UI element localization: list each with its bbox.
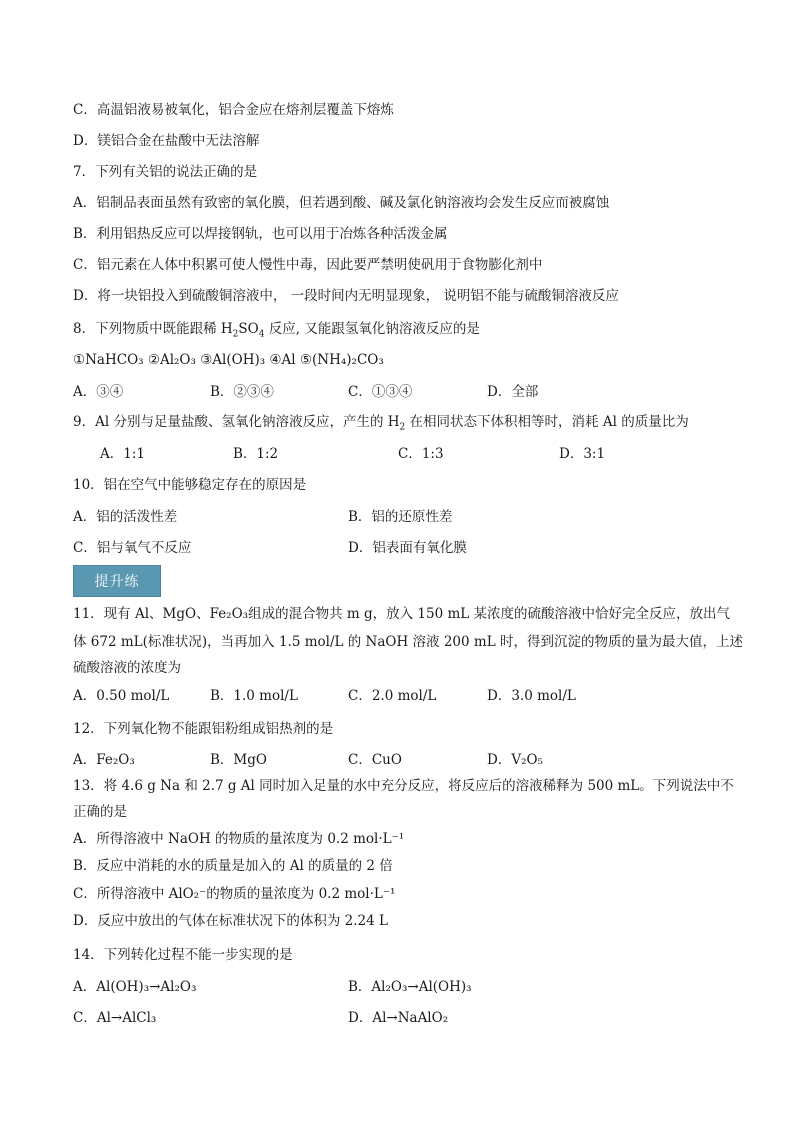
q8-option-d: D．全部 xyxy=(487,384,539,400)
q13-option-c: C．所得溶液中 AlO₂⁻的物质的量浓度为 0.2 mol·L⁻¹ xyxy=(73,886,396,902)
q9-stem: 9．Al 分别与足量盐酸、氢氧化钠溶液反应，产生的 $H_2$ 在相同状态下体积相等时，消耗 Al 的质量比为 xyxy=(73,414,689,433)
section-badge-advanced: 提升练 xyxy=(73,565,161,597)
q13-option-b: B．反应中消耗的水的质量是加入的 Al 的质量的 2 倍 xyxy=(73,858,393,874)
q11-stem-line-2: 体 672 mL(标准状况)，当再加入 1.5 mol/L 的 NaOH 溶液 200 mL 时，得到沉淀的物质的量为最大值，上述 xyxy=(73,634,743,650)
q11-stem-line-3: 硫酸溶液的浓度为 xyxy=(73,660,181,676)
q11-option-b: B．1.0 mol/L xyxy=(210,688,298,704)
q10-stem: 10．铝在空气中能够稳定存在的原因是 xyxy=(73,477,307,493)
q9-option-a: A．1:1 xyxy=(100,446,145,462)
q8-option-c: C．①③④ xyxy=(348,384,413,400)
q10-option-d: D．铝表面有氧化膜 xyxy=(348,540,467,556)
q7-option-d: D．将一块铝投入到硫酸铜溶液中， 一段时间内无明显现象， 说明铝不能与硫酸铜溶液反应 xyxy=(73,288,619,304)
q7-option-c: C．铝元素在人体中积累可使人慢性中毒，因此要严禁明使矾用于食物膨化剂中 xyxy=(73,257,543,273)
q11-option-c: C．2.0 mol/L xyxy=(348,688,437,704)
q10-option-c: C．铝与氧气不反应 xyxy=(73,540,192,556)
q9-option-d: D．3:1 xyxy=(559,446,606,462)
q6-option-c: C．高温铝液易被氧化，铝合金应在熔剂层覆盖下熔炼 xyxy=(73,102,394,118)
q13-stem-line-2: 正确的是 xyxy=(73,804,127,820)
q8-items: ①NaHCO₃ ②Al₂O₃ ③Al(OH)₃ ④Al ⑤(NH₄)₂CO₃ xyxy=(73,352,384,368)
q14-option-c: C．Al→AlCl₃ xyxy=(73,1010,157,1026)
q14-option-d: D．Al→NaAlO₂ xyxy=(348,1010,449,1026)
q9-option-b: B．1:2 xyxy=(233,446,279,462)
q8-stem: 8．下列物质中既能跟稀 $H_2SO_4$ 反应, 又能跟氢氧化钠溶液反应的是 xyxy=(73,321,480,340)
q9-option-c: C．1:3 xyxy=(398,446,444,462)
q10-option-a: A．铝的活泼性差 xyxy=(73,509,178,525)
q11-option-a: A．0.50 mol/L xyxy=(73,688,170,704)
q10-option-b: B．铝的还原性差 xyxy=(348,509,453,525)
q14-stem: 14．下列转化过程不能一步实现的是 xyxy=(73,947,293,963)
q12-option-a: A．Fe₂O₃ xyxy=(73,752,135,768)
q13-stem-line-1: 13．将 4.6 g Na 和 2.7 g Al 同时加入足量的水中充分反应，将反应后的溶液稀释为 500 mL。下列说法中不 xyxy=(73,778,734,794)
q12-option-b: B．MgO xyxy=(210,752,267,768)
q11-stem-line-1: 11．现有 Al、MgO、Fe₂O₃组成的混合物共 m g，放入 150 mL 某浓度的硫酸溶液中恰好完全反应，放出气 xyxy=(73,606,731,622)
q12-option-c: C．CuO xyxy=(348,752,402,768)
q7-stem: 7．下列有关铝的说法正确的是 xyxy=(73,164,258,180)
q13-option-a: A．所得溶液中 NaOH 的物质的量浓度为 0.2 mol·L⁻¹ xyxy=(73,831,405,847)
q7-option-a: A．铝制品表面虽然有致密的氧化膜，但若遇到酸、碱及氯化钠溶液均会发生反应而被腐蚀 xyxy=(73,195,610,211)
q12-stem: 12．下列氧化物不能跟铝粉组成铝热剂的是 xyxy=(73,721,334,737)
q12-option-d: D．V₂O₅ xyxy=(487,752,543,768)
q8-option-a: A．③④ xyxy=(73,384,124,400)
q7-option-b: B．利用铝热反应可以焊接钢轨，也可以用于冶炼各种活泼金属 xyxy=(73,226,448,242)
q6-option-d: D．镁铝合金在盐酸中无法溶解 xyxy=(73,133,260,149)
q14-option-a: A．Al(OH)₃→Al₂O₃ xyxy=(73,979,197,995)
q14-option-b: B．Al₂O₃→Al(OH)₃ xyxy=(348,979,472,995)
q13-option-d: D．反应中放出的气体在标准状况下的体积为 2.24 L xyxy=(73,913,388,929)
q11-option-d: D．3.0 mol/L xyxy=(487,688,576,704)
q8-option-b: B．②③④ xyxy=(210,384,274,400)
